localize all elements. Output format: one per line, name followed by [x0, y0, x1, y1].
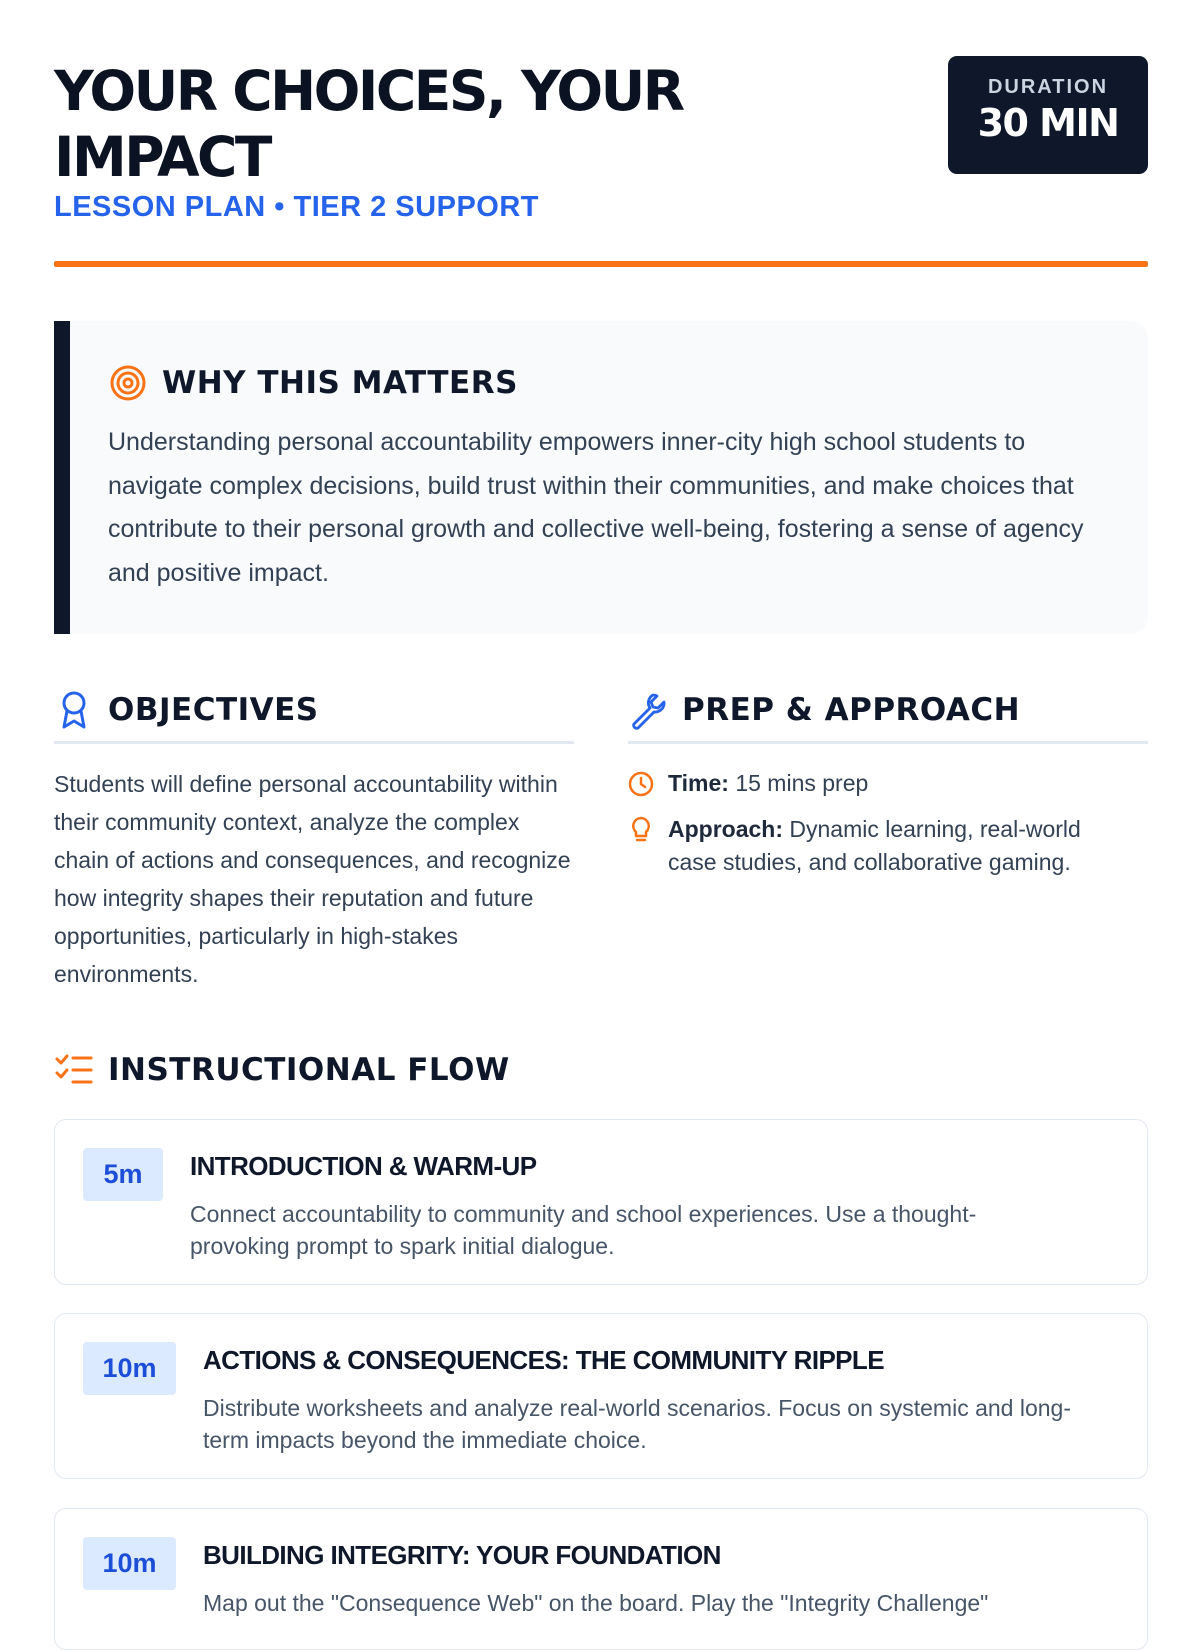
flow-step-card	[54, 1313, 1148, 1479]
flow-heading-row	[54, 1050, 510, 1090]
prep-item-time	[628, 767, 868, 800]
prep-item-label: Approach:	[668, 816, 783, 842]
step-duration-badge: 5m	[83, 1148, 163, 1201]
step-description: Distribute worksheets and analyze real-world scenarios. Focus on systemic and long-term impacts beyond the immediate choice.	[203, 1395, 1072, 1453]
objectives-heading: OBJECTIVES	[108, 692, 319, 728]
prep-item-value: 15 mins prep	[735, 770, 869, 796]
duration-value: 30 MIN	[977, 101, 1119, 145]
header-divider	[54, 261, 1148, 267]
flow-step-card	[54, 1508, 1148, 1650]
duration-label: DURATION	[987, 76, 1109, 98]
objectives-heading-row	[54, 690, 574, 730]
prep-item-text	[668, 813, 1128, 879]
why-heading: WHY THIS MATTERS	[162, 365, 518, 401]
prep-heading-row	[628, 690, 1148, 730]
checklist-icon	[54, 1050, 94, 1090]
why-this-matters-card	[54, 321, 1148, 634]
step-title: BUILDING INTEGRITY: YOUR FOUNDATION	[203, 1540, 721, 1570]
prep-approach-section	[628, 690, 1148, 875]
flow-heading: INSTRUCTIONAL FLOW	[108, 1052, 510, 1088]
page-title: YOUR CHOICES, YOUR IMPACT	[54, 59, 683, 189]
step-title: INTRODUCTION & WARM-UP	[190, 1151, 537, 1181]
step-description: Connect accountability to community and school experiences. Use a thought-provoking prompt to spark initial dialogue.	[190, 1201, 977, 1259]
card-accent-bar	[54, 321, 70, 634]
target-icon	[108, 363, 148, 403]
step-description: Map out the "Consequence Web" on the board. Play the "Integrity Challenge"	[203, 1590, 989, 1616]
prep-item-text	[668, 767, 868, 800]
prep-item-label: Time:	[668, 770, 729, 796]
lightbulb-icon	[628, 813, 656, 846]
objectives-divider	[54, 741, 574, 744]
step-duration-badge: 10m	[83, 1342, 176, 1395]
duration-badge	[948, 56, 1148, 174]
prep-divider	[628, 741, 1148, 744]
wrench-icon	[628, 690, 668, 730]
header	[54, 56, 1148, 268]
award-ribbon-icon	[54, 690, 94, 730]
prep-item-value: Dynamic learning, real-world case studies, and collaborative gaming.	[668, 816, 1081, 875]
why-body: Understanding personal accountability empowers inner-city high school students to navigate complex decisions, build trust within their communities, and make choices that contribute to their personal growth and collective well-being, fostering a sense of agency and positive impact.	[108, 428, 1084, 587]
objectives-section	[54, 690, 574, 993]
lesson-plan-page	[54, 0, 1148, 1616]
prep-heading: PREP & APPROACH	[682, 692, 1021, 728]
clock-icon	[628, 767, 656, 800]
prep-item-approach	[628, 813, 1128, 879]
page-subtitle: LESSON PLAN • TIER 2 SUPPORT	[54, 191, 539, 223]
step-title: ACTIONS & CONSEQUENCES: THE COMMUNITY RIPPLE	[203, 1345, 884, 1375]
flow-step-card	[54, 1119, 1148, 1285]
step-duration-badge: 10m	[83, 1537, 176, 1590]
why-heading-row	[108, 363, 518, 403]
objectives-body: Students will define personal accountability within their community context, analyze the complex chain of actions and consequences, and recognize how integrity shapes their reputation and future opportunities, particularly in high-stakes environments.	[54, 771, 571, 987]
